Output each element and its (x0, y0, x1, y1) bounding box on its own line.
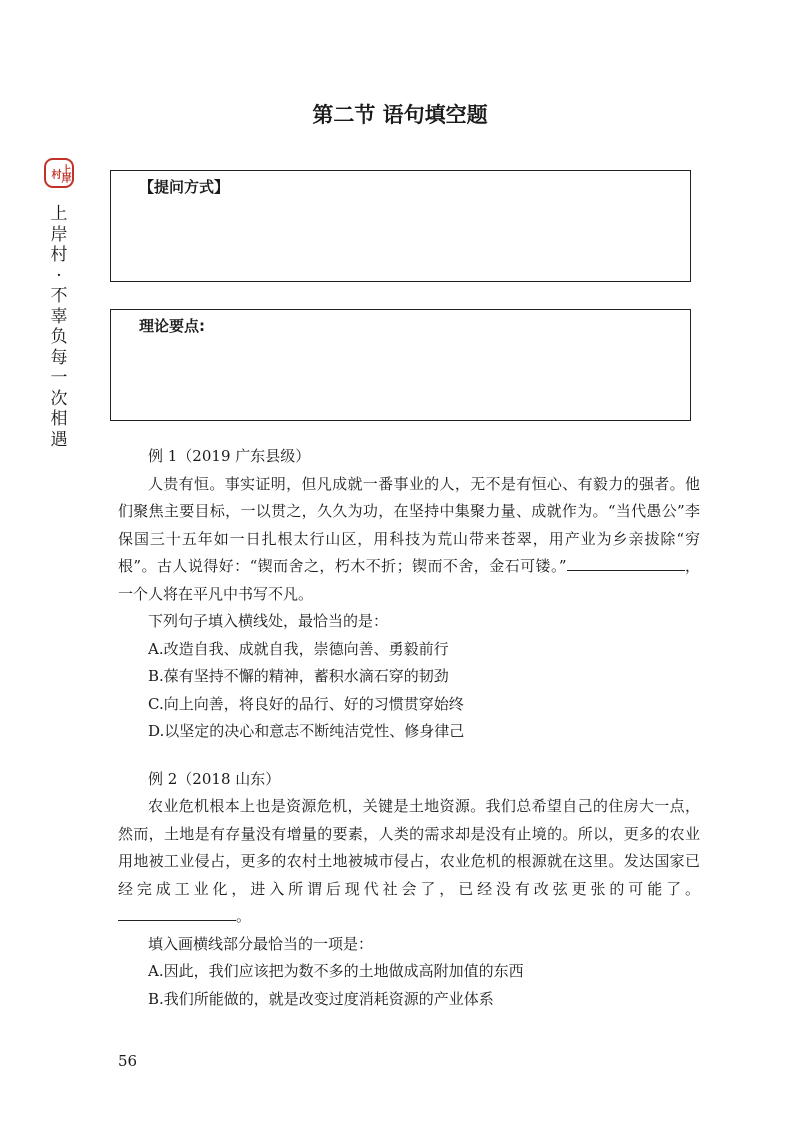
example2-passage (118, 793, 700, 931)
example2-option-b: B.我们所能做的，就是改变过度消耗资源的产业体系 (148, 989, 494, 1008)
section-title: 第二节 语句填空题 (312, 103, 488, 127)
example2-question: 填入画横线部分最恰当的一项是： (148, 934, 374, 953)
brand-seal: 上岸村 (44, 158, 74, 188)
example1-heading: 例 1（2019 广东县级） (148, 447, 311, 465)
example1-blank (567, 553, 685, 571)
question-format-box (110, 170, 691, 282)
sidebar-slogan: 上岸村·不辜负每一次相遇 (50, 204, 68, 450)
example2-passage-end: 。 (236, 907, 252, 925)
example2-heading: 例 2（2018 山东） (148, 769, 281, 788)
example1-option-c: C.向上向善，将良好的品行、好的习惯贯穿始终 (148, 694, 464, 713)
example2-blank (118, 903, 236, 921)
example1-option-a: A.改造自我、成就自我，崇德向善、勇毅前行 (148, 639, 449, 658)
example1-passage-text: 人贵有恒。事实证明，但凡成就一番事业的人，无不是有恒心、有毅力的强者。他们聚焦主要目标，一以贯之，久久为功，在坚持中集聚力量、成就作为。“当代愚公”李保国三十五年如一日扎根太行山区，用科技为荒山带来苍翠，用产业为乡亲拔除“穷根”。古人说得好：“锲而舍之，朽木不折；锲而不舍，金石可镂。” (118, 474, 700, 575)
question-format-label: 【提问方式】 (139, 178, 230, 196)
example1-passage-end: ，一个人将在平凡中书写不凡。 (118, 557, 700, 603)
theory-points-box (110, 309, 691, 421)
example1-option-d: D.以坚定的决心和意志不断纯洁党性、修身律己 (148, 722, 465, 740)
example2-passage-text: 农业危机根本上也是资源危机，关键是土地资源。我们总希望自己的住房大一点，然而，土地是有存量没有增量的要素，人类的需求却是没有止境的。所以，更多的农业用地被工业侵占，更多的农村土地被城市侵占，农业危机的根源就在这里。发达国家已经完成工业化，进入所谓后现代社会了，已经没有改弦更张的可能了。 (118, 797, 700, 898)
example1-passage (118, 471, 700, 609)
example2-option-a: A.因此，我们应该把为数不多的土地做成高附加值的东西 (148, 962, 524, 980)
examples-content (118, 443, 700, 1013)
example1-option-b: B.葆有坚持不懈的精神，蓄积水滴石穿的韧劲 (148, 667, 449, 685)
page-number: 56 (118, 1052, 138, 1070)
theory-points-label: 理论要点: (139, 317, 205, 335)
example1-question: 下列句子填入横线处，最恰当的是： (148, 612, 389, 630)
